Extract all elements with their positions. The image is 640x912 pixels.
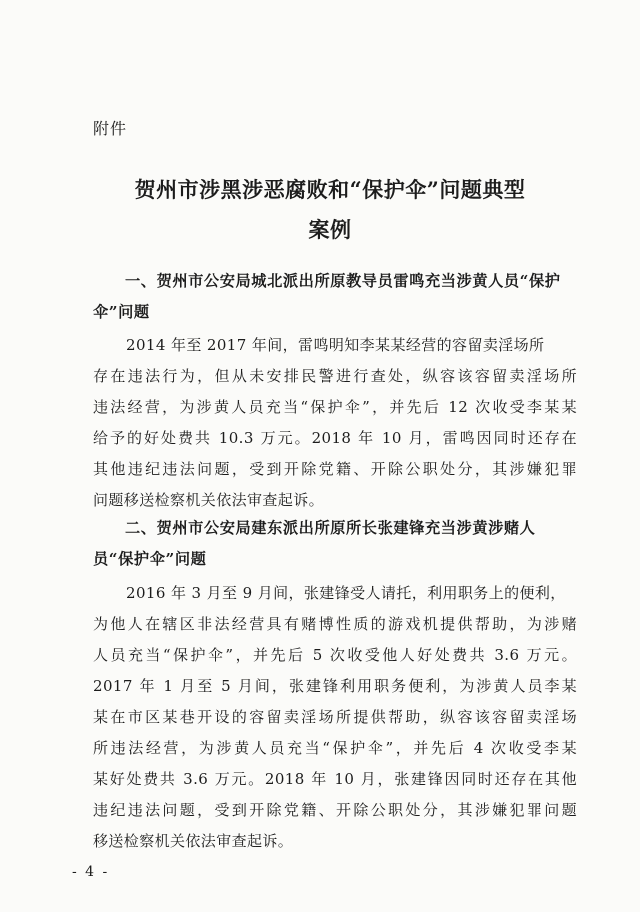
section-2-body <box>93 578 577 857</box>
body-line: 违纪违法问题，受到开除党籍、开除公职处分，其涉嫌犯罪问题 <box>93 801 577 819</box>
body-line: 某在市区某巷开设的容留卖淫场所提供帮助，纵容该容留卖淫场 <box>93 708 577 726</box>
body-line: 移送检察机关依法审查起诉。 <box>93 832 294 850</box>
body-line: 所违法经营，为涉黄人员充当“保护伞”，并先后 4 次收受李某 <box>93 739 577 757</box>
body-line: 存在违法行为，但从未安排民警进行查处，纵容该容留卖淫场所 <box>93 367 577 385</box>
title-line-2: 案例 <box>308 217 352 242</box>
page-number: - 4 - <box>72 864 110 880</box>
title-line-1: 贺州市涉黑涉恶腐败和“保护伞”问题典型 <box>134 177 526 202</box>
body-line: 2014 年至 2017 年间，雷鸣明知李某某经营的容留卖淫场所 <box>126 336 545 354</box>
body-line: 2017 年 1 月至 5 月间，张建锋利用职务便利，为涉黄人员李某 <box>93 677 577 695</box>
document-title <box>85 170 575 250</box>
body-line: 2016 年 3 月至 9 月间，张建锋受人请托，利用职务上的便利， <box>126 584 566 602</box>
body-line: 为他人在辖区非法经营具有赌博性质的游戏机提供帮助，为涉赌 <box>93 615 577 633</box>
body-line: 问题移送检察机关依法审查起诉。 <box>93 491 325 509</box>
body-line: 某好处费共 3.6 万元。2018 年 10 月，张建锋因同时还存在其他 <box>93 770 577 788</box>
section-2-heading: 二、贺州市公安局建东派出所原所长张建锋充当涉黄涉赌人员“保护伞”问题 <box>93 519 536 568</box>
attachment-label: 附件 <box>93 119 128 138</box>
body-line: 人员充当“保护伞”，并先后 5 次收受他人好处费共 3.6 万元。 <box>93 646 577 664</box>
body-line: 违法经营，为涉黄人员充当“保护伞”，并先后 12 次收受李某某 <box>93 398 577 416</box>
section-1-body <box>93 330 577 516</box>
section-1-heading: 一、贺州市公安局城北派出所原教导员雷鸣充当涉黄人员“保护伞”问题 <box>93 272 561 321</box>
body-line: 其他违纪违法问题，受到开除党籍、开除公职处分，其涉嫌犯罪 <box>93 460 577 478</box>
body-line: 给予的好处费共 10.3 万元。2018 年 10 月，雷鸣因同时还存在 <box>93 429 577 447</box>
